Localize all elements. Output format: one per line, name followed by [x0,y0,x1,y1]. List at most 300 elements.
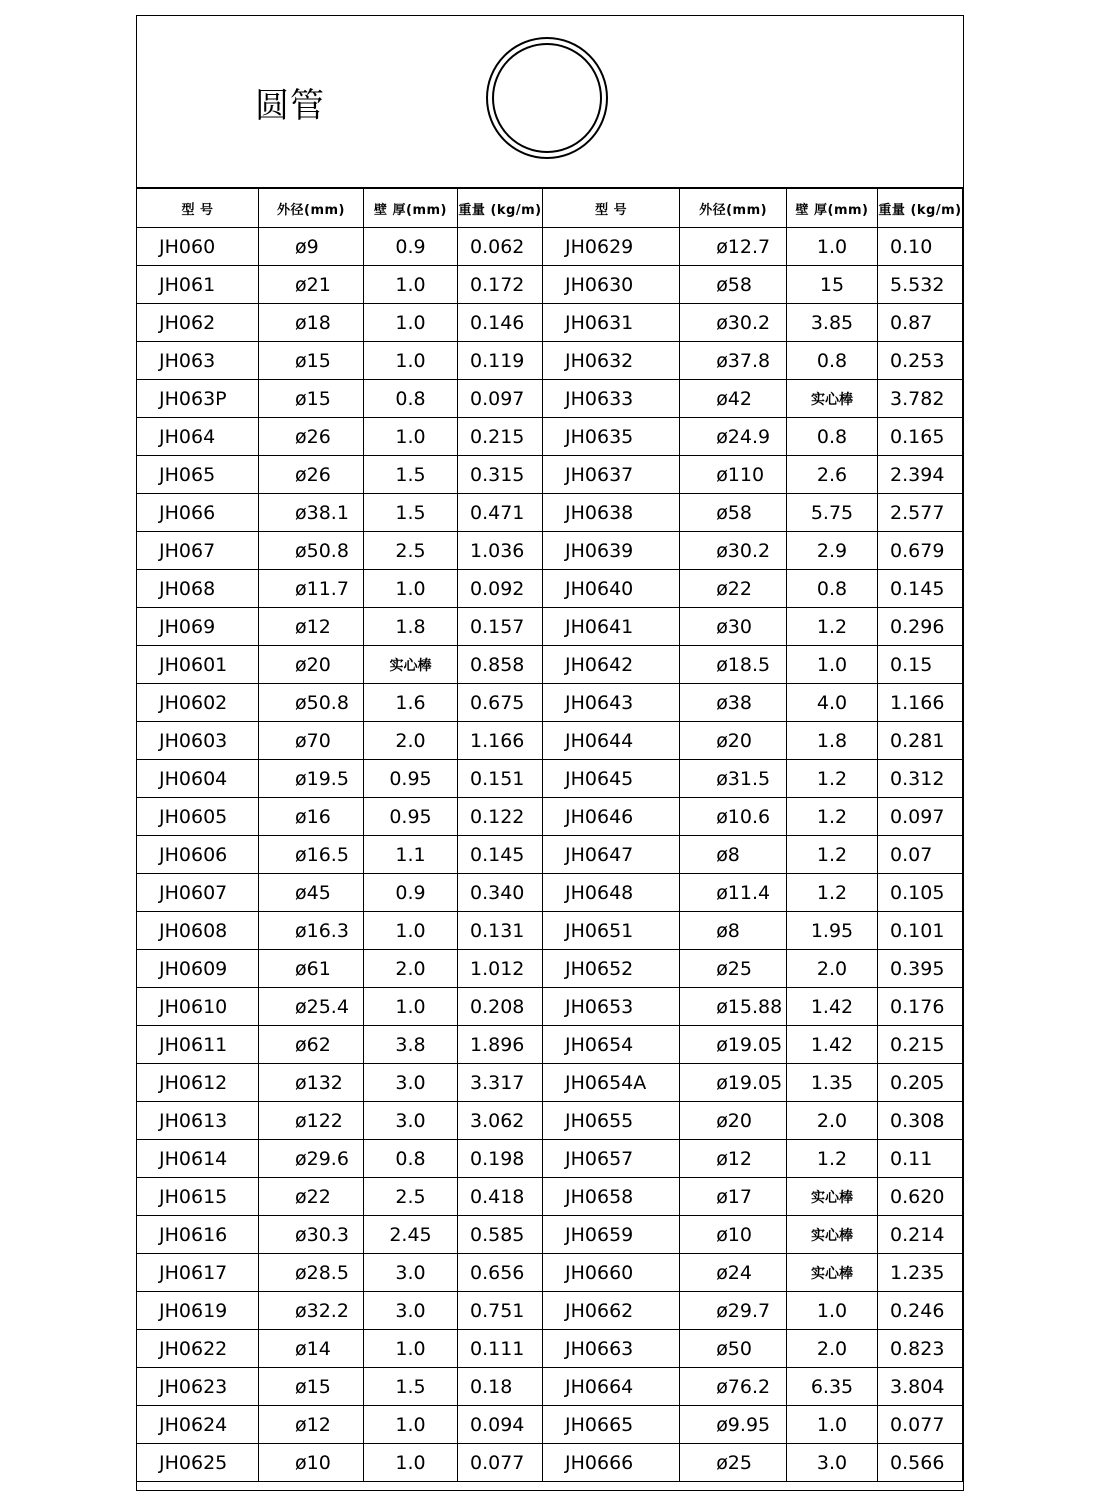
header-weight: 重量 (kg/m) [878,189,963,228]
cell-outer-diameter: ø58 [680,494,787,532]
cell-wall-thickness: 3.0 [786,1444,877,1482]
table-row [543,1026,963,1064]
cell-weight: 1.235 [878,1254,963,1292]
cell-wall-thickness: 1.2 [786,874,877,912]
cell-weight: 0.751 [458,1292,543,1330]
cell-wall-thickness: 1.0 [786,1406,877,1444]
table-row [137,988,543,1026]
cell-model: JH0606 [137,836,259,874]
cell-wall-thickness: 1.0 [364,304,458,342]
header-model: 型 号 [137,189,259,228]
cell-weight: 0.176 [878,988,963,1026]
table-row [137,1216,543,1254]
cell-outer-diameter: ø31.5 [680,760,787,798]
cell-model: JH068 [137,570,259,608]
cell-model: JH0643 [543,684,680,722]
cell-weight: 0.07 [878,836,963,874]
cell-weight: 0.077 [878,1406,963,1444]
table-row [543,1368,963,1406]
cell-weight: 0.858 [458,646,543,684]
cell-weight: 3.317 [458,1064,543,1102]
table-row [137,418,543,456]
cell-weight: 0.620 [878,1178,963,1216]
cell-model: JH0654A [543,1064,680,1102]
cell-wall-thickness: 0.8 [364,1140,458,1178]
table-row [137,1102,543,1140]
cell-wall-thickness: 1.42 [786,1026,877,1064]
table-row [137,646,543,684]
cell-wall-thickness: 1.0 [364,570,458,608]
cell-outer-diameter: ø15.88 [680,988,787,1026]
cell-weight: 0.214 [878,1216,963,1254]
cell-wall-thickness: 1.0 [786,646,877,684]
cell-wall-thickness: 3.0 [364,1254,458,1292]
cell-outer-diameter: ø25 [680,1444,787,1482]
cell-outer-diameter: ø50.8 [259,532,364,570]
cell-wall-thickness: 实心棒 [786,380,877,418]
cell-outer-diameter: ø26 [259,418,364,456]
header-wall-thickness: 壁 厚(mm) [786,189,877,228]
cell-outer-diameter: ø10 [680,1216,787,1254]
table-row [137,570,543,608]
cell-weight: 0.281 [878,722,963,760]
cell-model: JH0637 [543,456,680,494]
cell-outer-diameter: ø25 [680,950,787,988]
cell-weight: 0.097 [878,798,963,836]
table-row [543,570,963,608]
table-row [543,646,963,684]
cell-outer-diameter: ø15 [259,1368,364,1406]
cell-wall-thickness: 1.2 [786,836,877,874]
cell-weight: 3.062 [458,1102,543,1140]
table-row [137,912,543,950]
cell-model: JH065 [137,456,259,494]
cell-model: JH0612 [137,1064,259,1102]
cell-outer-diameter: ø15 [259,380,364,418]
cell-outer-diameter: ø16 [259,798,364,836]
cell-wall-thickness: 3.8 [364,1026,458,1064]
cell-outer-diameter: ø38.1 [259,494,364,532]
table-row [137,266,543,304]
cell-outer-diameter: ø11.7 [259,570,364,608]
cell-weight: 0.566 [878,1444,963,1482]
header-weight: 重量 (kg/m) [458,189,543,228]
cell-wall-thickness: 3.0 [364,1102,458,1140]
cell-model: JH0617 [137,1254,259,1292]
table-row [137,874,543,912]
cell-model: JH0623 [137,1368,259,1406]
cell-outer-diameter: ø70 [259,722,364,760]
round-tube-icon [485,36,609,160]
cell-weight: 0.146 [458,304,543,342]
cell-outer-diameter: ø45 [259,874,364,912]
cell-outer-diameter: ø110 [680,456,787,494]
table-row [543,1254,963,1292]
cell-weight: 0.296 [878,608,963,646]
cell-model: JH0629 [543,228,680,266]
cell-weight: 0.198 [458,1140,543,1178]
cell-outer-diameter: ø9 [259,228,364,266]
table-row [137,722,543,760]
table-row [543,228,963,266]
cell-outer-diameter: ø19.5 [259,760,364,798]
cell-outer-diameter: ø26 [259,456,364,494]
table-row [543,1216,963,1254]
cell-model: JH0663 [543,1330,680,1368]
cell-model: JH0646 [543,798,680,836]
cell-outer-diameter: ø10.6 [680,798,787,836]
header-model: 型 号 [543,189,680,228]
table-row [137,1178,543,1216]
cell-wall-thickness: 1.0 [364,988,458,1026]
table-row [137,456,543,494]
cell-model: JH0607 [137,874,259,912]
table-row [543,608,963,646]
table-row [543,1178,963,1216]
cell-weight: 0.157 [458,608,543,646]
table-row [137,836,543,874]
table-row [137,304,543,342]
cell-outer-diameter: ø12 [259,1406,364,1444]
cell-model: JH0641 [543,608,680,646]
cell-outer-diameter: ø132 [259,1064,364,1102]
cell-wall-thickness: 2.0 [364,950,458,988]
cell-model: JH0655 [543,1102,680,1140]
cell-model: JH0660 [543,1254,680,1292]
cell-weight: 0.395 [878,950,963,988]
cell-weight: 1.896 [458,1026,543,1064]
cell-wall-thickness: 2.0 [786,1330,877,1368]
cell-model: JH0666 [543,1444,680,1482]
cell-model: JH0609 [137,950,259,988]
cell-model: JH063P [137,380,259,418]
table-row [137,684,543,722]
cell-wall-thickness: 1.0 [364,1330,458,1368]
cell-model: JH0662 [543,1292,680,1330]
table-row [137,1330,543,1368]
cell-outer-diameter: ø28.5 [259,1254,364,1292]
cell-model: JH0619 [137,1292,259,1330]
cell-model: JH066 [137,494,259,532]
cell-wall-thickness: 1.2 [786,608,877,646]
table-row [543,874,963,912]
cell-outer-diameter: ø58 [680,266,787,304]
cell-outer-diameter: ø42 [680,380,787,418]
cell-model: JH0616 [137,1216,259,1254]
cell-outer-diameter: ø25.4 [259,988,364,1026]
cell-weight: 0.131 [458,912,543,950]
page-title: 圆管 [255,86,325,126]
table-row [137,1368,543,1406]
table-row [543,836,963,874]
cell-outer-diameter: ø30.3 [259,1216,364,1254]
cell-model: JH0622 [137,1330,259,1368]
table-row [543,494,963,532]
cell-outer-diameter: ø20 [680,1102,787,1140]
table-row [543,722,963,760]
cell-outer-diameter: ø29.7 [680,1292,787,1330]
cell-weight: 0.675 [458,684,543,722]
cell-outer-diameter: ø21 [259,266,364,304]
cell-weight: 0.253 [878,342,963,380]
cell-model: JH0639 [543,532,680,570]
cell-model: JH0610 [137,988,259,1026]
table-row [137,532,543,570]
cell-outer-diameter: ø20 [680,722,787,760]
table-row [543,342,963,380]
cell-wall-thickness: 1.2 [786,1140,877,1178]
cell-model: JH0608 [137,912,259,950]
table-row [543,380,963,418]
cell-outer-diameter: ø19.05 [680,1064,787,1102]
cell-model: JH0624 [137,1406,259,1444]
table-header-row [137,189,543,228]
cell-outer-diameter: ø37.8 [680,342,787,380]
table-row [137,798,543,836]
table-row [137,1406,543,1444]
cell-outer-diameter: ø12 [680,1140,787,1178]
cell-wall-thickness: 4.0 [786,684,877,722]
spec-table-right [542,188,963,1482]
cell-weight: 1.166 [458,722,543,760]
cell-wall-thickness: 1.0 [364,912,458,950]
cell-wall-thickness: 1.0 [364,1444,458,1482]
cell-outer-diameter: ø30.2 [680,532,787,570]
cell-model: JH0664 [543,1368,680,1406]
cell-wall-thickness: 0.9 [364,874,458,912]
cell-weight: 2.577 [878,494,963,532]
cell-weight: 0.145 [458,836,543,874]
table-row [543,1064,963,1102]
table-row [543,1292,963,1330]
cell-weight: 3.782 [878,380,963,418]
cell-wall-thickness: 0.8 [786,570,877,608]
cell-wall-thickness: 1.8 [786,722,877,760]
cell-model: JH0647 [543,836,680,874]
cell-model: JH0613 [137,1102,259,1140]
table-row [543,950,963,988]
cell-weight: 0.172 [458,266,543,304]
cell-wall-thickness: 0.95 [364,798,458,836]
cell-model: JH064 [137,418,259,456]
table-row [543,798,963,836]
table-row [137,1444,543,1482]
cell-outer-diameter: ø22 [680,570,787,608]
cell-wall-thickness: 2.5 [364,1178,458,1216]
sheet-header [137,16,963,188]
table-row [543,912,963,950]
cell-wall-thickness: 2.5 [364,532,458,570]
cell-weight: 0.246 [878,1292,963,1330]
cell-weight: 0.105 [878,874,963,912]
table-header-row [543,189,963,228]
cell-wall-thickness: 3.85 [786,304,877,342]
cell-weight: 0.87 [878,304,963,342]
cell-wall-thickness: 1.1 [364,836,458,874]
cell-wall-thickness: 实心棒 [364,646,458,684]
cell-model: JH0657 [543,1140,680,1178]
cell-weight: 2.394 [878,456,963,494]
table-row [137,228,543,266]
cell-model: JH0601 [137,646,259,684]
cell-outer-diameter: ø17 [680,1178,787,1216]
cell-weight: 0.151 [458,760,543,798]
cell-model: JH0658 [543,1178,680,1216]
table-row [137,950,543,988]
cell-wall-thickness: 3.0 [364,1292,458,1330]
cell-outer-diameter: ø18.5 [680,646,787,684]
table-row [543,760,963,798]
cell-outer-diameter: ø122 [259,1102,364,1140]
table-row [137,608,543,646]
cell-outer-diameter: ø76.2 [680,1368,787,1406]
cell-model: JH0625 [137,1444,259,1482]
cell-wall-thickness: 6.35 [786,1368,877,1406]
cell-outer-diameter: ø16.3 [259,912,364,950]
table-row [137,1254,543,1292]
table-row [543,1330,963,1368]
cell-weight: 0.077 [458,1444,543,1482]
cell-weight: 0.340 [458,874,543,912]
cell-model: JH0640 [543,570,680,608]
cell-outer-diameter: ø50.8 [259,684,364,722]
cell-wall-thickness: 1.6 [364,684,458,722]
cell-weight: 0.418 [458,1178,543,1216]
header-wall-thickness: 壁 厚(mm) [364,189,458,228]
cell-wall-thickness: 1.5 [364,1368,458,1406]
spec-table-left [136,188,543,1482]
cell-weight: 1.012 [458,950,543,988]
table-row [543,1102,963,1140]
cell-wall-thickness: 2.0 [364,722,458,760]
cell-model: JH0653 [543,988,680,1026]
cell-outer-diameter: ø32.2 [259,1292,364,1330]
cell-weight: 0.15 [878,646,963,684]
cell-outer-diameter: ø16.5 [259,836,364,874]
cell-wall-thickness: 2.45 [364,1216,458,1254]
cell-model: JH0638 [543,494,680,532]
cell-weight: 0.679 [878,532,963,570]
cell-model: JH0651 [543,912,680,950]
cell-model: JH069 [137,608,259,646]
cell-weight: 0.10 [878,228,963,266]
cell-model: JH0652 [543,950,680,988]
cell-weight: 0.308 [878,1102,963,1140]
table-row [543,1444,963,1482]
cell-model: JH0665 [543,1406,680,1444]
cell-wall-thickness: 1.42 [786,988,877,1026]
cell-wall-thickness: 0.9 [364,228,458,266]
table-row [137,1064,543,1102]
cell-weight: 0.111 [458,1330,543,1368]
header-outer-diameter: 外径(mm) [259,189,364,228]
cell-wall-thickness: 1.2 [786,760,877,798]
cell-weight: 0.823 [878,1330,963,1368]
spec-sheet [136,15,964,1491]
cell-model: JH0604 [137,760,259,798]
cell-wall-thickness: 1.0 [786,228,877,266]
cell-wall-thickness: 2.6 [786,456,877,494]
cell-model: JH0645 [543,760,680,798]
cell-weight: 3.804 [878,1368,963,1406]
cell-model: JH0603 [137,722,259,760]
cell-wall-thickness: 1.0 [364,266,458,304]
cell-wall-thickness: 2.9 [786,532,877,570]
cell-wall-thickness: 1.35 [786,1064,877,1102]
cell-outer-diameter: ø30.2 [680,304,787,342]
cell-outer-diameter: ø8 [680,912,787,950]
cell-outer-diameter: ø38 [680,684,787,722]
cell-model: JH0611 [137,1026,259,1064]
cell-outer-diameter: ø30 [680,608,787,646]
cell-weight: 0.165 [878,418,963,456]
cell-outer-diameter: ø61 [259,950,364,988]
cell-weight: 0.18 [458,1368,543,1406]
cell-wall-thickness: 实心棒 [786,1178,877,1216]
cell-outer-diameter: ø15 [259,342,364,380]
cell-outer-diameter: ø12.7 [680,228,787,266]
cell-weight: 0.205 [878,1064,963,1102]
cell-weight: 0.122 [458,798,543,836]
cell-weight: 0.101 [878,912,963,950]
cell-outer-diameter: ø22 [259,1178,364,1216]
cell-weight: 0.062 [458,228,543,266]
table-row [543,532,963,570]
table-row [137,380,543,418]
cell-model: JH0635 [543,418,680,456]
cell-wall-thickness: 5.75 [786,494,877,532]
cell-model: JH0602 [137,684,259,722]
cell-model: JH061 [137,266,259,304]
cell-wall-thickness: 0.8 [786,342,877,380]
cell-wall-thickness: 1.0 [364,342,458,380]
cell-weight: 0.11 [878,1140,963,1178]
cell-weight: 0.312 [878,760,963,798]
cell-model: JH067 [137,532,259,570]
cell-outer-diameter: ø14 [259,1330,364,1368]
cell-wall-thickness: 1.0 [786,1292,877,1330]
cell-weight: 0.097 [458,380,543,418]
cell-wall-thickness: 15 [786,266,877,304]
cell-wall-thickness: 1.2 [786,798,877,836]
cell-model: JH0654 [543,1026,680,1064]
cell-weight: 0.094 [458,1406,543,1444]
cell-wall-thickness: 2.0 [786,1102,877,1140]
table-row [543,456,963,494]
table-row [543,684,963,722]
cell-weight: 0.215 [458,418,543,456]
cell-outer-diameter: ø10 [259,1444,364,1482]
table-row [137,342,543,380]
cell-model: JH0614 [137,1140,259,1178]
cell-model: JH0633 [543,380,680,418]
table-row [137,1026,543,1064]
cell-model: JH0659 [543,1216,680,1254]
cell-model: JH0644 [543,722,680,760]
cell-wall-thickness: 2.0 [786,950,877,988]
cell-wall-thickness: 实心棒 [786,1216,877,1254]
table-row [543,418,963,456]
cell-wall-thickness: 3.0 [364,1064,458,1102]
cell-outer-diameter: ø29.6 [259,1140,364,1178]
cell-wall-thickness: 0.95 [364,760,458,798]
cell-wall-thickness: 1.0 [364,1406,458,1444]
cell-model: JH0605 [137,798,259,836]
cell-outer-diameter: ø12 [259,608,364,646]
cell-model: JH0648 [543,874,680,912]
header-outer-diameter: 外径(mm) [680,189,787,228]
table-row [137,1140,543,1178]
